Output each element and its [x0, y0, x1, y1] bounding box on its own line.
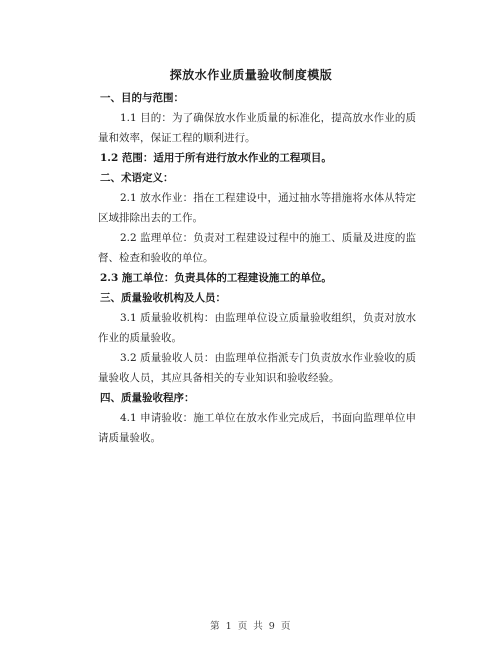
section-heading: 三、质量验收机构及人员： — [100, 292, 226, 304]
paragraph: 1.1 目的：为了确保放水作业质量的标准化，提高放水作业的质量和效率，保证工程的顺利进行。 — [98, 112, 416, 144]
bold-paragraph: 2.3 施工单位：负责具体的工程建设施工的单位。 — [100, 272, 332, 284]
section-heading: 四、质量验收程序： — [100, 392, 195, 404]
paragraph: 2.1 放水作业：指在工程建设中，通过抽水等措施将水体从特定区域排除出去的工作。 — [98, 192, 416, 224]
paragraph: 4.1 申请验收：施工单位在放水作业完成后，书面向监理单位申请质量验收。 — [98, 412, 416, 444]
document-body — [98, 88, 416, 448]
section-heading: 二、术语定义： — [100, 172, 174, 184]
section-heading: 一、目的与范围： — [100, 92, 184, 104]
bold-paragraph: 1.2 范围：适用于所有进行放水作业的工程项目。 — [100, 152, 332, 164]
paragraph: 3.2 质量验收人员：由监理单位指派专门负责放水作业验收的质量验收人员，其应具备相关的专业知识和验收经验。 — [98, 352, 416, 384]
paragraph: 2.2 监理单位：负责对工程建设过程中的施工、质量及进度的监督、检查和验收的单位。 — [98, 232, 416, 264]
page-number-footer: 第 1 页 共 9 页 — [210, 621, 292, 632]
paragraph: 3.1 质量验收机构：由监理单位设立质量验收组织，负责对放水作业的质量验收。 — [98, 312, 416, 344]
document-title: 探放水作业质量验收制度模版 — [169, 68, 333, 82]
